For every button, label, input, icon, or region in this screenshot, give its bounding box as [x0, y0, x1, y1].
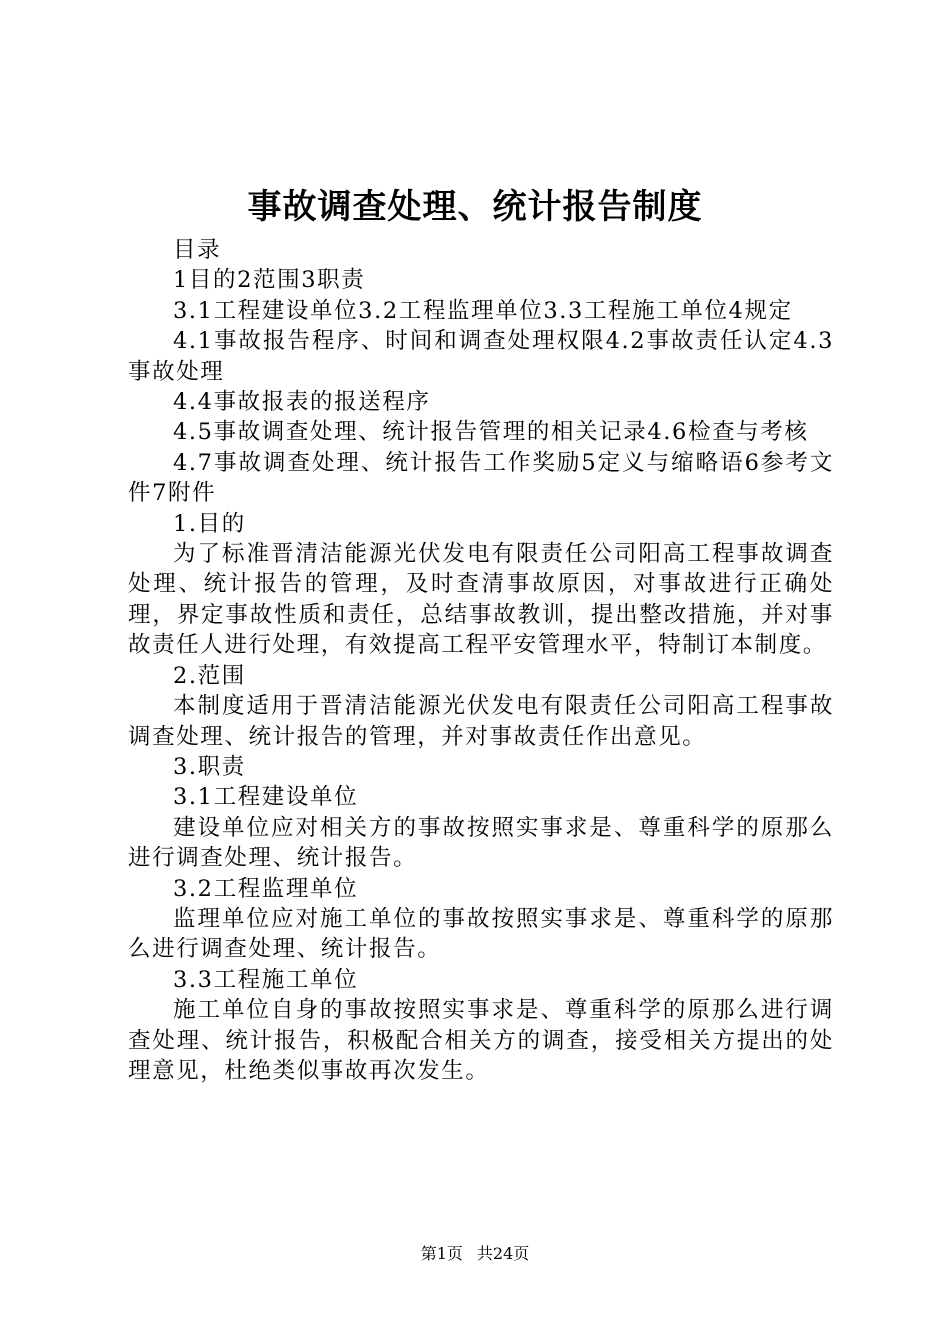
page-footer [0, 1242, 950, 1266]
paragraph-construction-unit: 建设单位应对相关方的事故按照实事求是、尊重科学的原那么进行调查处理、统计报告。 [128, 814, 834, 872]
subsection-heading-construction-unit: 3.1工程建设单位 [173, 784, 359, 811]
subsection-heading-supervision-unit: 3.2工程监理单位 [173, 875, 359, 902]
document-title: 事故调查处理、统计报告制度 [247, 187, 703, 227]
paragraph-purpose: 为了标准晋清洁能源光伏发电有限责任公司阳高工程事故调查处理、统计报告的管理，及时查清事故原因，对事故进行正确处理，界定事故性质和责任，总结事故教训，提出整改措施，并对事故责任人进行处理，有效提高工程平安管理水平，特制订本制度。 [128, 541, 834, 659]
subsection-heading-contractor-unit: 3.3工程施工单位 [173, 966, 359, 993]
document-body [128, 235, 834, 1086]
paragraph-toc-line: 4.1事故报告程序、时间和调查处理权限4.2事故责任认定4.3事故处理 [128, 328, 834, 385]
paragraph-toc-line: 4.5事故调查处理、统计报告管理的相关记录4.6检查与考核 [173, 419, 809, 446]
paragraph-toc-line: 1目的2范围3职责 [173, 267, 366, 294]
paragraph-contractor-unit: 施工单位自身的事故按照实事求是、尊重科学的原那么进行调查处理、统计报告，积极配合相关方的调查，接受相关方提出的处理意见，杜绝类似事故再次发生。 [128, 997, 834, 1084]
paragraph-toc-line: 4.7事故调查处理、统计报告工作奖励5定义与缩略语6参考文件7附件 [128, 449, 834, 507]
section-heading-scope: 2.范围 [173, 662, 246, 689]
paragraph-toc-line: 4.4事故报表的报送程序 [173, 389, 431, 416]
section-heading-responsibilities: 3.职责 [173, 753, 246, 780]
paragraph-supervision-unit: 监理单位应对施工单位的事故按照实事求是、尊重科学的原那么进行调查处理、统计报告。 [128, 905, 834, 963]
paragraph-scope: 本制度适用于晋清洁能源光伏发电有限责任公司阳高工程事故调查处理、统计报告的管理，并对事故责任作出意见。 [128, 693, 834, 750]
section-heading-purpose: 1.目的 [173, 510, 246, 537]
page-number-total: 共24页 [476, 1244, 530, 1263]
paragraph-toc-line: 3.1工程建设单位3.2工程监理单位3.3工程施工单位4规定 [173, 297, 793, 324]
page-number-current: 第1页 [420, 1244, 463, 1263]
paragraph-toc-heading: 目录 [173, 237, 222, 263]
